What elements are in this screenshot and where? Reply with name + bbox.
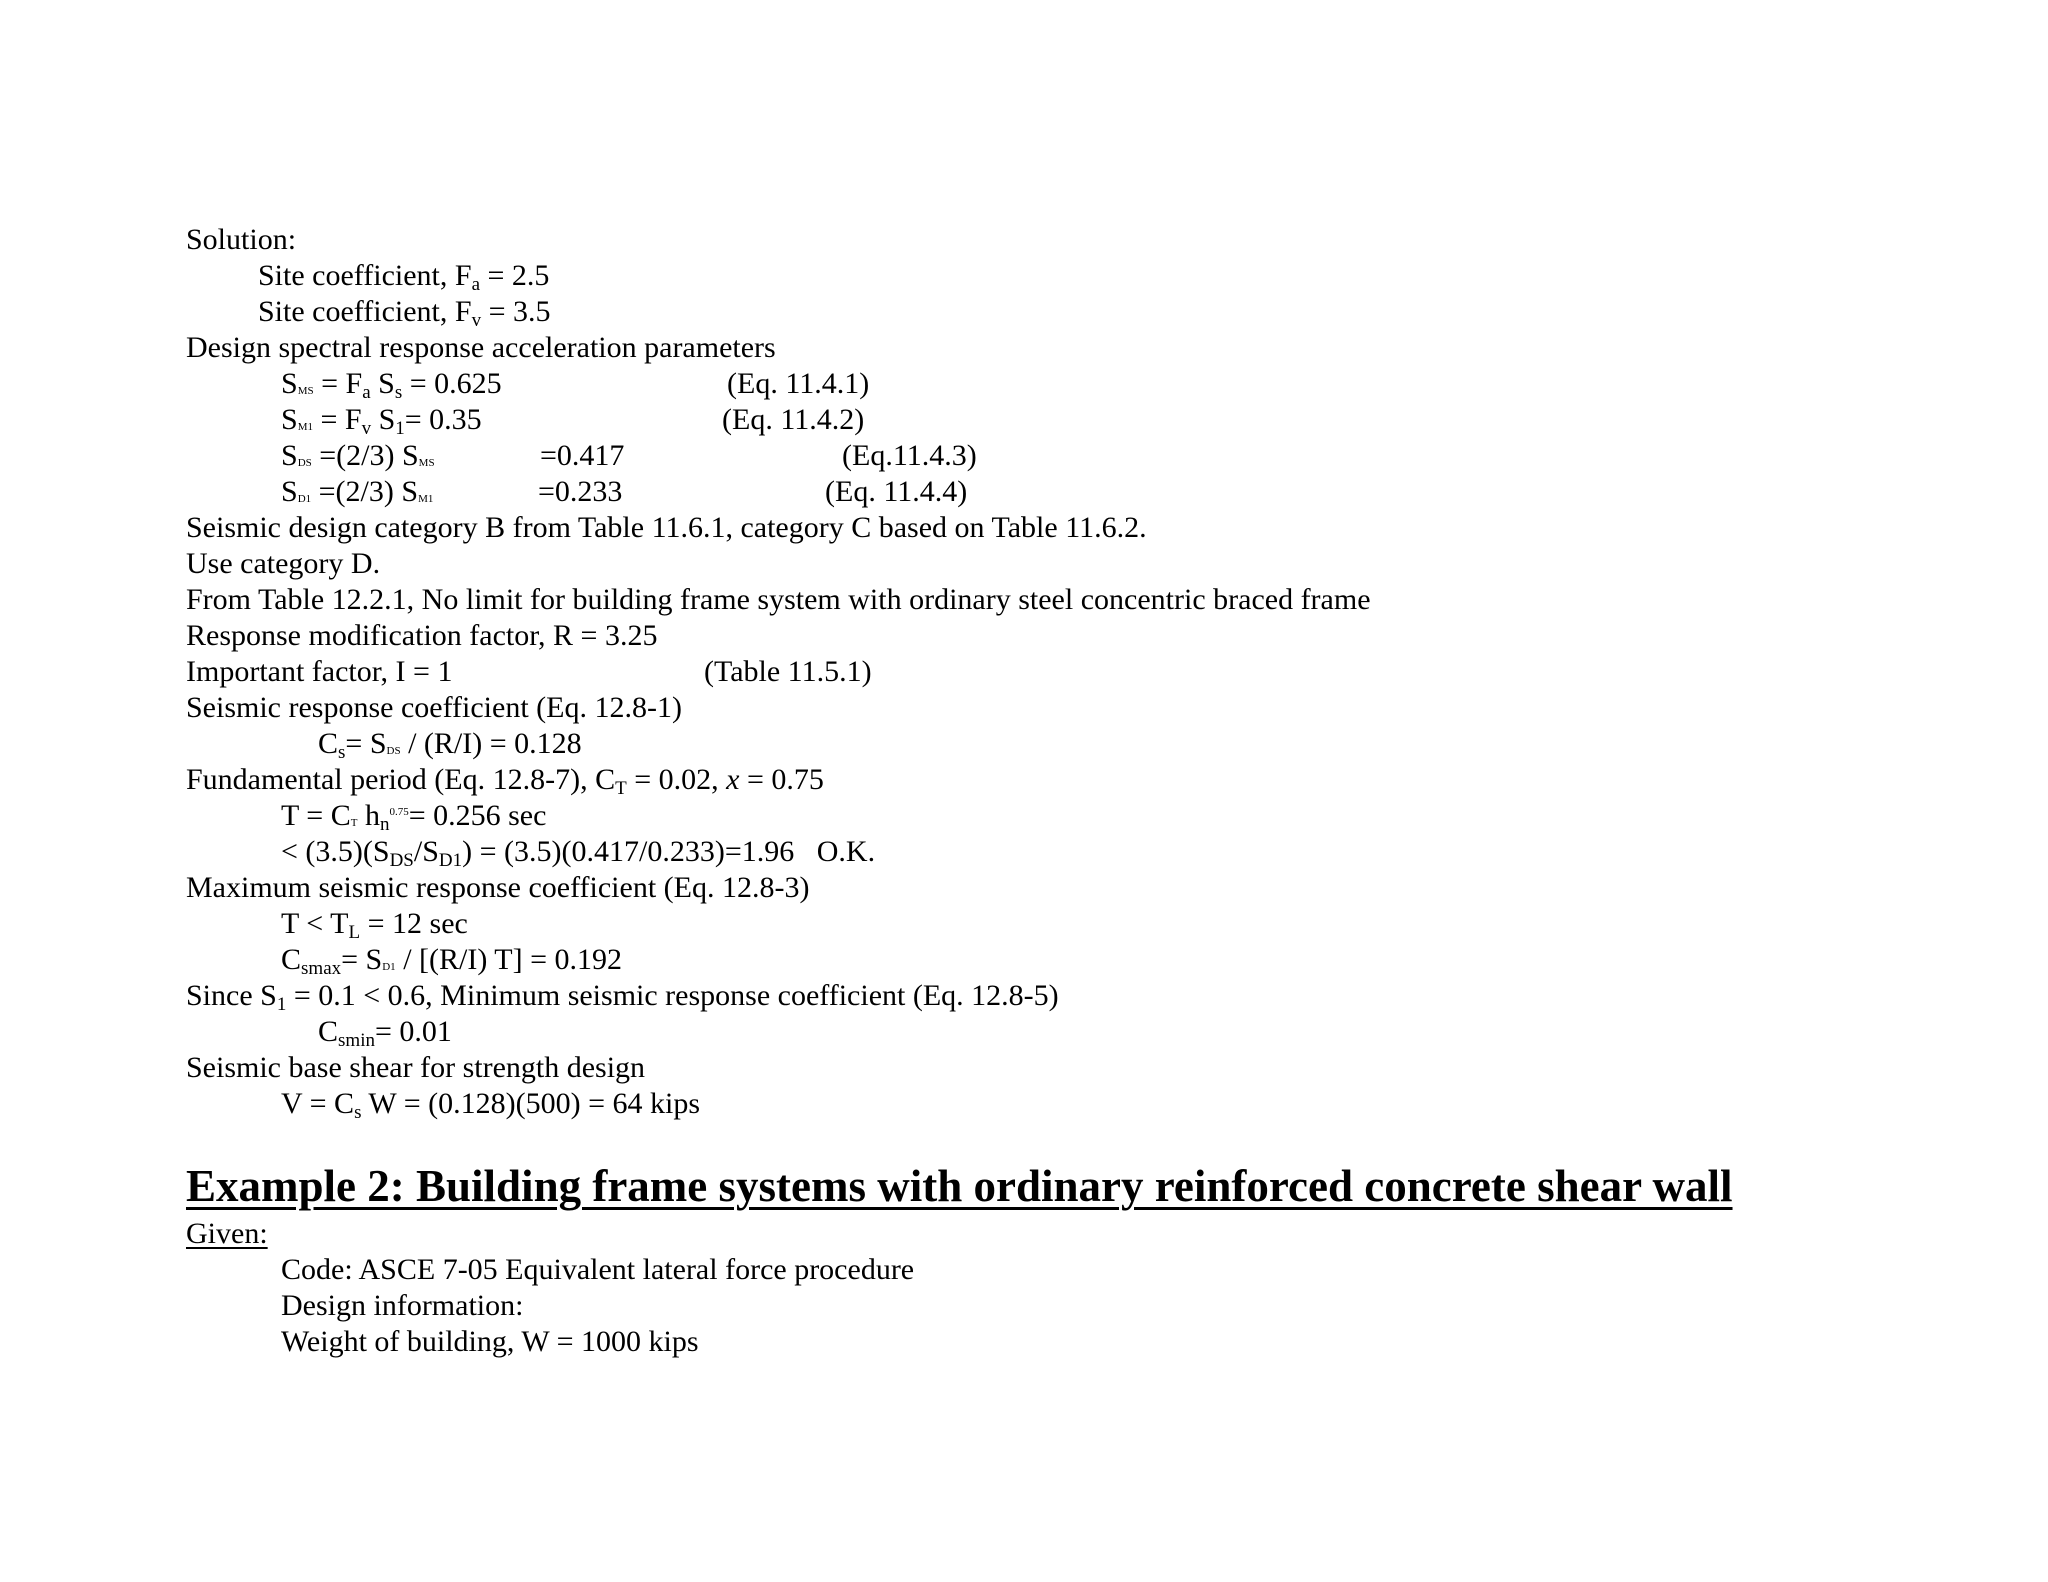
sd1-s: S	[281, 475, 298, 508]
v-t1: V = C	[281, 1087, 355, 1120]
importance-text: Important factor, I = 1	[186, 655, 453, 688]
design-information-label: Design information:	[281, 1289, 524, 1322]
building-weight: Weight of building, W = 1000 kips	[281, 1325, 699, 1358]
tl-equation	[281, 906, 468, 942]
fa-text: Site coefficient, F	[258, 259, 472, 292]
since-sub: 1	[276, 994, 287, 1015]
since-t2: = 0.1 < 0.6, Minimum seismic response coefficient (Eq. 12.8-5)	[286, 979, 1059, 1012]
fund-x: x	[726, 763, 740, 796]
tl-t1: T < T	[281, 907, 349, 940]
sms-sub: MS	[297, 385, 314, 397]
sm1-ref: (Eq. 11.4.2)	[722, 403, 865, 436]
sm1-sub: M1	[297, 421, 313, 433]
sds-s: S	[281, 439, 298, 472]
seismic-design-category: Seismic design category B from Table 11.6.1, category C based on Table 11.6.2.	[186, 511, 1147, 544]
check-sub2: D1	[438, 850, 463, 871]
cs-t1: = S	[345, 727, 387, 760]
sms-s: S	[281, 367, 298, 400]
period-value: = 0.256 sec	[408, 799, 547, 832]
use-category: Use category D.	[186, 547, 381, 580]
period-equation	[281, 798, 546, 834]
sd1-sub2: M1	[418, 493, 434, 505]
sds-value: =0.417	[540, 439, 625, 472]
cmax-heading: Maximum seismic response coefficient (Eq. 12.8-3)	[186, 871, 810, 904]
response-modification-factor: Response modification factor, R = 3.25	[186, 619, 658, 652]
check-sub1: DS	[389, 850, 414, 871]
csmax-sub2: D1	[382, 961, 396, 973]
sms-sub3: s	[394, 382, 403, 403]
sm1-t1: = F	[312, 403, 362, 436]
v-sub: s	[354, 1102, 362, 1123]
sd1-sub: D1	[297, 493, 312, 505]
fundamental-period	[186, 762, 824, 798]
fv-value: = 3.5	[481, 295, 551, 328]
sds-ref: (Eq.11.4.3)	[842, 439, 977, 472]
tl-sub: L	[348, 922, 361, 943]
tl-t2: = 12 sec	[360, 907, 468, 940]
cs-sub2: DS	[386, 745, 401, 757]
base-shear-heading: Seismic base shear for strength design	[186, 1051, 646, 1084]
cs-heading: Seismic response coefficient (Eq. 12.8-1)	[186, 691, 682, 724]
csmin-sub: smin	[338, 1030, 375, 1051]
sm1-s: S	[281, 403, 298, 436]
design-params-heading: Design spectral response acceleration parameters	[186, 331, 776, 364]
fv-text: Site coefficient, F	[258, 295, 472, 328]
period-sup: 0.75	[389, 806, 409, 818]
csmax-t1: C	[281, 943, 302, 976]
fv-sub: v	[471, 310, 482, 331]
csmin-value: = 0.01	[374, 1015, 452, 1048]
csmax-equation	[281, 942, 622, 978]
fund-t1: Fundamental period (Eq. 12.8-7), C	[186, 763, 616, 796]
check-t1: < (3.5)(S	[281, 835, 390, 868]
csmax-value: / [(R/I) T] = 0.192	[395, 943, 623, 976]
sd1-t1: =(2/3) S	[311, 475, 419, 508]
csmax-sub1: smax	[301, 958, 342, 979]
site-coefficient-fa	[258, 258, 549, 294]
sms-t2: S	[370, 367, 395, 400]
sm1-sub3: 1	[395, 418, 405, 439]
period-sub1: T	[350, 817, 358, 829]
csmax-t2: = S	[341, 943, 383, 976]
check-t2: /S	[413, 835, 439, 868]
fa-sub: a	[471, 274, 480, 295]
fund-sub: T	[615, 778, 627, 799]
cs-c: C	[318, 727, 339, 760]
importance-ref: (Table 11.5.1)	[704, 655, 872, 688]
solution-label: Solution:	[186, 223, 297, 256]
period-t1: T = C	[281, 799, 351, 832]
table-12-2-1: From Table 12.2.1, No limit for building frame system with ordinary steel concentric braced frame	[186, 583, 1371, 616]
sds-t1: =(2/3) S	[311, 439, 419, 472]
fund-t3: = 0.75	[739, 763, 824, 796]
sms-t1: = F	[313, 367, 363, 400]
sms-value: = 0.625	[402, 367, 502, 400]
sds-sub: DS	[297, 457, 312, 469]
sd1-value: =0.233	[538, 475, 623, 508]
sms-ref: (Eq. 11.4.1)	[727, 367, 870, 400]
v-value: W = (0.128)(500) = 64 kips	[361, 1087, 701, 1120]
cs-equation	[318, 726, 582, 762]
site-coefficient-fv	[258, 294, 550, 330]
fa-value: = 2.5	[480, 259, 550, 292]
since-t1: Since S	[186, 979, 277, 1012]
sd1-ref: (Eq. 11.4.4)	[825, 475, 968, 508]
sm1-sub2: v	[361, 418, 372, 439]
period-t2: h	[357, 799, 380, 832]
given-label: Given:	[186, 1217, 268, 1250]
code-line: Code: ASCE 7-05 Equivalent lateral force procedure	[281, 1253, 915, 1286]
period-check	[281, 834, 875, 870]
cs-value: / (R/I) = 0.128	[400, 727, 582, 760]
csmin-t1: C	[318, 1015, 339, 1048]
cs-sub: s	[338, 742, 346, 763]
sm1-value: = 0.35	[404, 403, 482, 436]
sds-sub2: MS	[418, 457, 435, 469]
example-2-title: Example 2: Building frame systems with ordinary reinforced concrete shear wall	[186, 1161, 1733, 1211]
base-shear-equation	[281, 1086, 700, 1122]
sm1-t2: S	[371, 403, 396, 436]
period-sub2: n	[379, 814, 390, 835]
fund-t2: = 0.02,	[626, 763, 727, 796]
sms-sub2: a	[362, 382, 371, 403]
csmin-equation	[318, 1014, 452, 1050]
check-t3: ) = (3.5)(0.417/0.233)=1.96 O.K.	[462, 835, 876, 868]
since-s1	[186, 978, 1059, 1014]
